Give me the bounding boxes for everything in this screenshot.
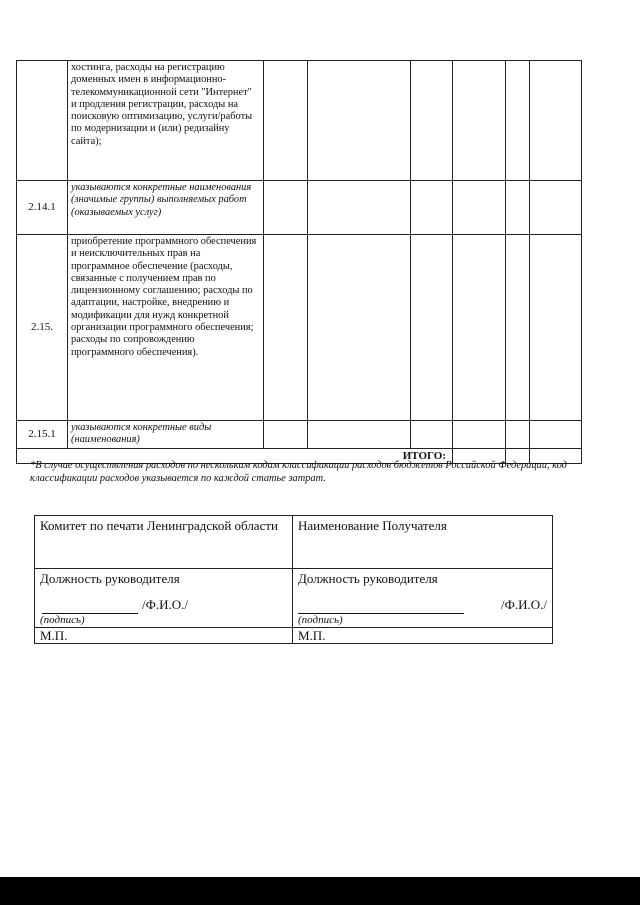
table-cell — [506, 235, 530, 421]
right-position: Должность руководителя — [298, 571, 438, 586]
left-fio: /Ф.И.О./ — [142, 597, 189, 612]
row-number: 2.14.1 — [17, 181, 68, 235]
expenses-table — [16, 60, 582, 464]
signature-org-row — [35, 516, 553, 569]
right-stamp: М.П. — [293, 628, 553, 644]
left-signature-line-box — [40, 592, 287, 614]
footnote: *В случае осуществления расходов по нескольким кодам классификации расходов бюджетов Российской Федерации, код классификации расходов указывается по каждой статье затрат. — [30, 460, 567, 484]
table-cell — [453, 235, 506, 421]
table-cell — [264, 61, 308, 181]
total-label: ИТОГО: — [17, 448, 453, 463]
table-cell — [264, 421, 308, 449]
row-description: указываются конкретные виды (наименования) — [68, 421, 264, 449]
left-signature-line — [42, 613, 138, 614]
right-signature-label: (подпись) — [298, 614, 343, 626]
table-cell — [264, 235, 308, 421]
table-cell — [530, 421, 582, 449]
left-position: Должность руководителя — [40, 571, 180, 586]
row-number: 2.15.1 — [17, 421, 68, 449]
table-row — [17, 61, 582, 181]
row-description: указываются конкретные наименования (значимые группы) выполняемых работ (оказываемых услуг) — [68, 181, 264, 235]
committee-name: Комитет по печати Ленинградской области — [35, 516, 293, 569]
table-cell — [506, 61, 530, 181]
row-description: приобретение программного обеспечения и неисключительных прав на программное обеспечение (расходы, связанные с получением прав по лицензионному соглашению; расходы по адаптации, настройке, внедрению и модификации для нужд конкретной организации программного обеспечения; расходы по сопровождению программного обеспечения). — [68, 235, 264, 421]
row-number: 2.15. — [17, 235, 68, 421]
stamp-row — [35, 628, 553, 644]
table-cell — [308, 61, 411, 181]
table-cell — [530, 181, 582, 235]
right-signature-line-box — [298, 592, 547, 614]
table-cell — [530, 235, 582, 421]
left-signature-block — [35, 569, 293, 628]
right-fio: /Ф.И.О./ — [500, 597, 547, 612]
scan-edge-bar — [0, 877, 640, 905]
table-cell — [411, 181, 453, 235]
table-cell — [453, 421, 506, 449]
table-cell — [308, 421, 411, 449]
left-stamp: М.П. — [35, 628, 293, 644]
row-description: хостинга, расходы на регистрацию доменных имен в информационно-телекоммуникационной сети "Интернет" и продления регистрации, расходы на поисковую оптимизацию, услуги/работы по модернизации и (или) редизайну сайта); — [68, 61, 264, 181]
table-cell — [530, 61, 582, 181]
table-cell — [308, 235, 411, 421]
table-cell — [506, 421, 530, 449]
row-number — [17, 61, 68, 181]
table-cell — [411, 235, 453, 421]
table-cell — [453, 61, 506, 181]
table-cell — [411, 61, 453, 181]
recipient-name: Наименование Получателя — [293, 516, 553, 569]
table-cell — [308, 181, 411, 235]
signature-table — [34, 515, 553, 644]
table-cell — [264, 181, 308, 235]
right-signature-line — [298, 613, 464, 614]
table-row — [17, 235, 582, 421]
table-row — [17, 421, 582, 449]
signature-row — [35, 569, 553, 628]
right-signature-block — [293, 569, 553, 628]
table-cell — [453, 181, 506, 235]
table-cell — [506, 181, 530, 235]
left-signature-label: (подпись) — [40, 614, 85, 626]
table-cell — [411, 421, 453, 449]
table-row — [17, 181, 582, 235]
